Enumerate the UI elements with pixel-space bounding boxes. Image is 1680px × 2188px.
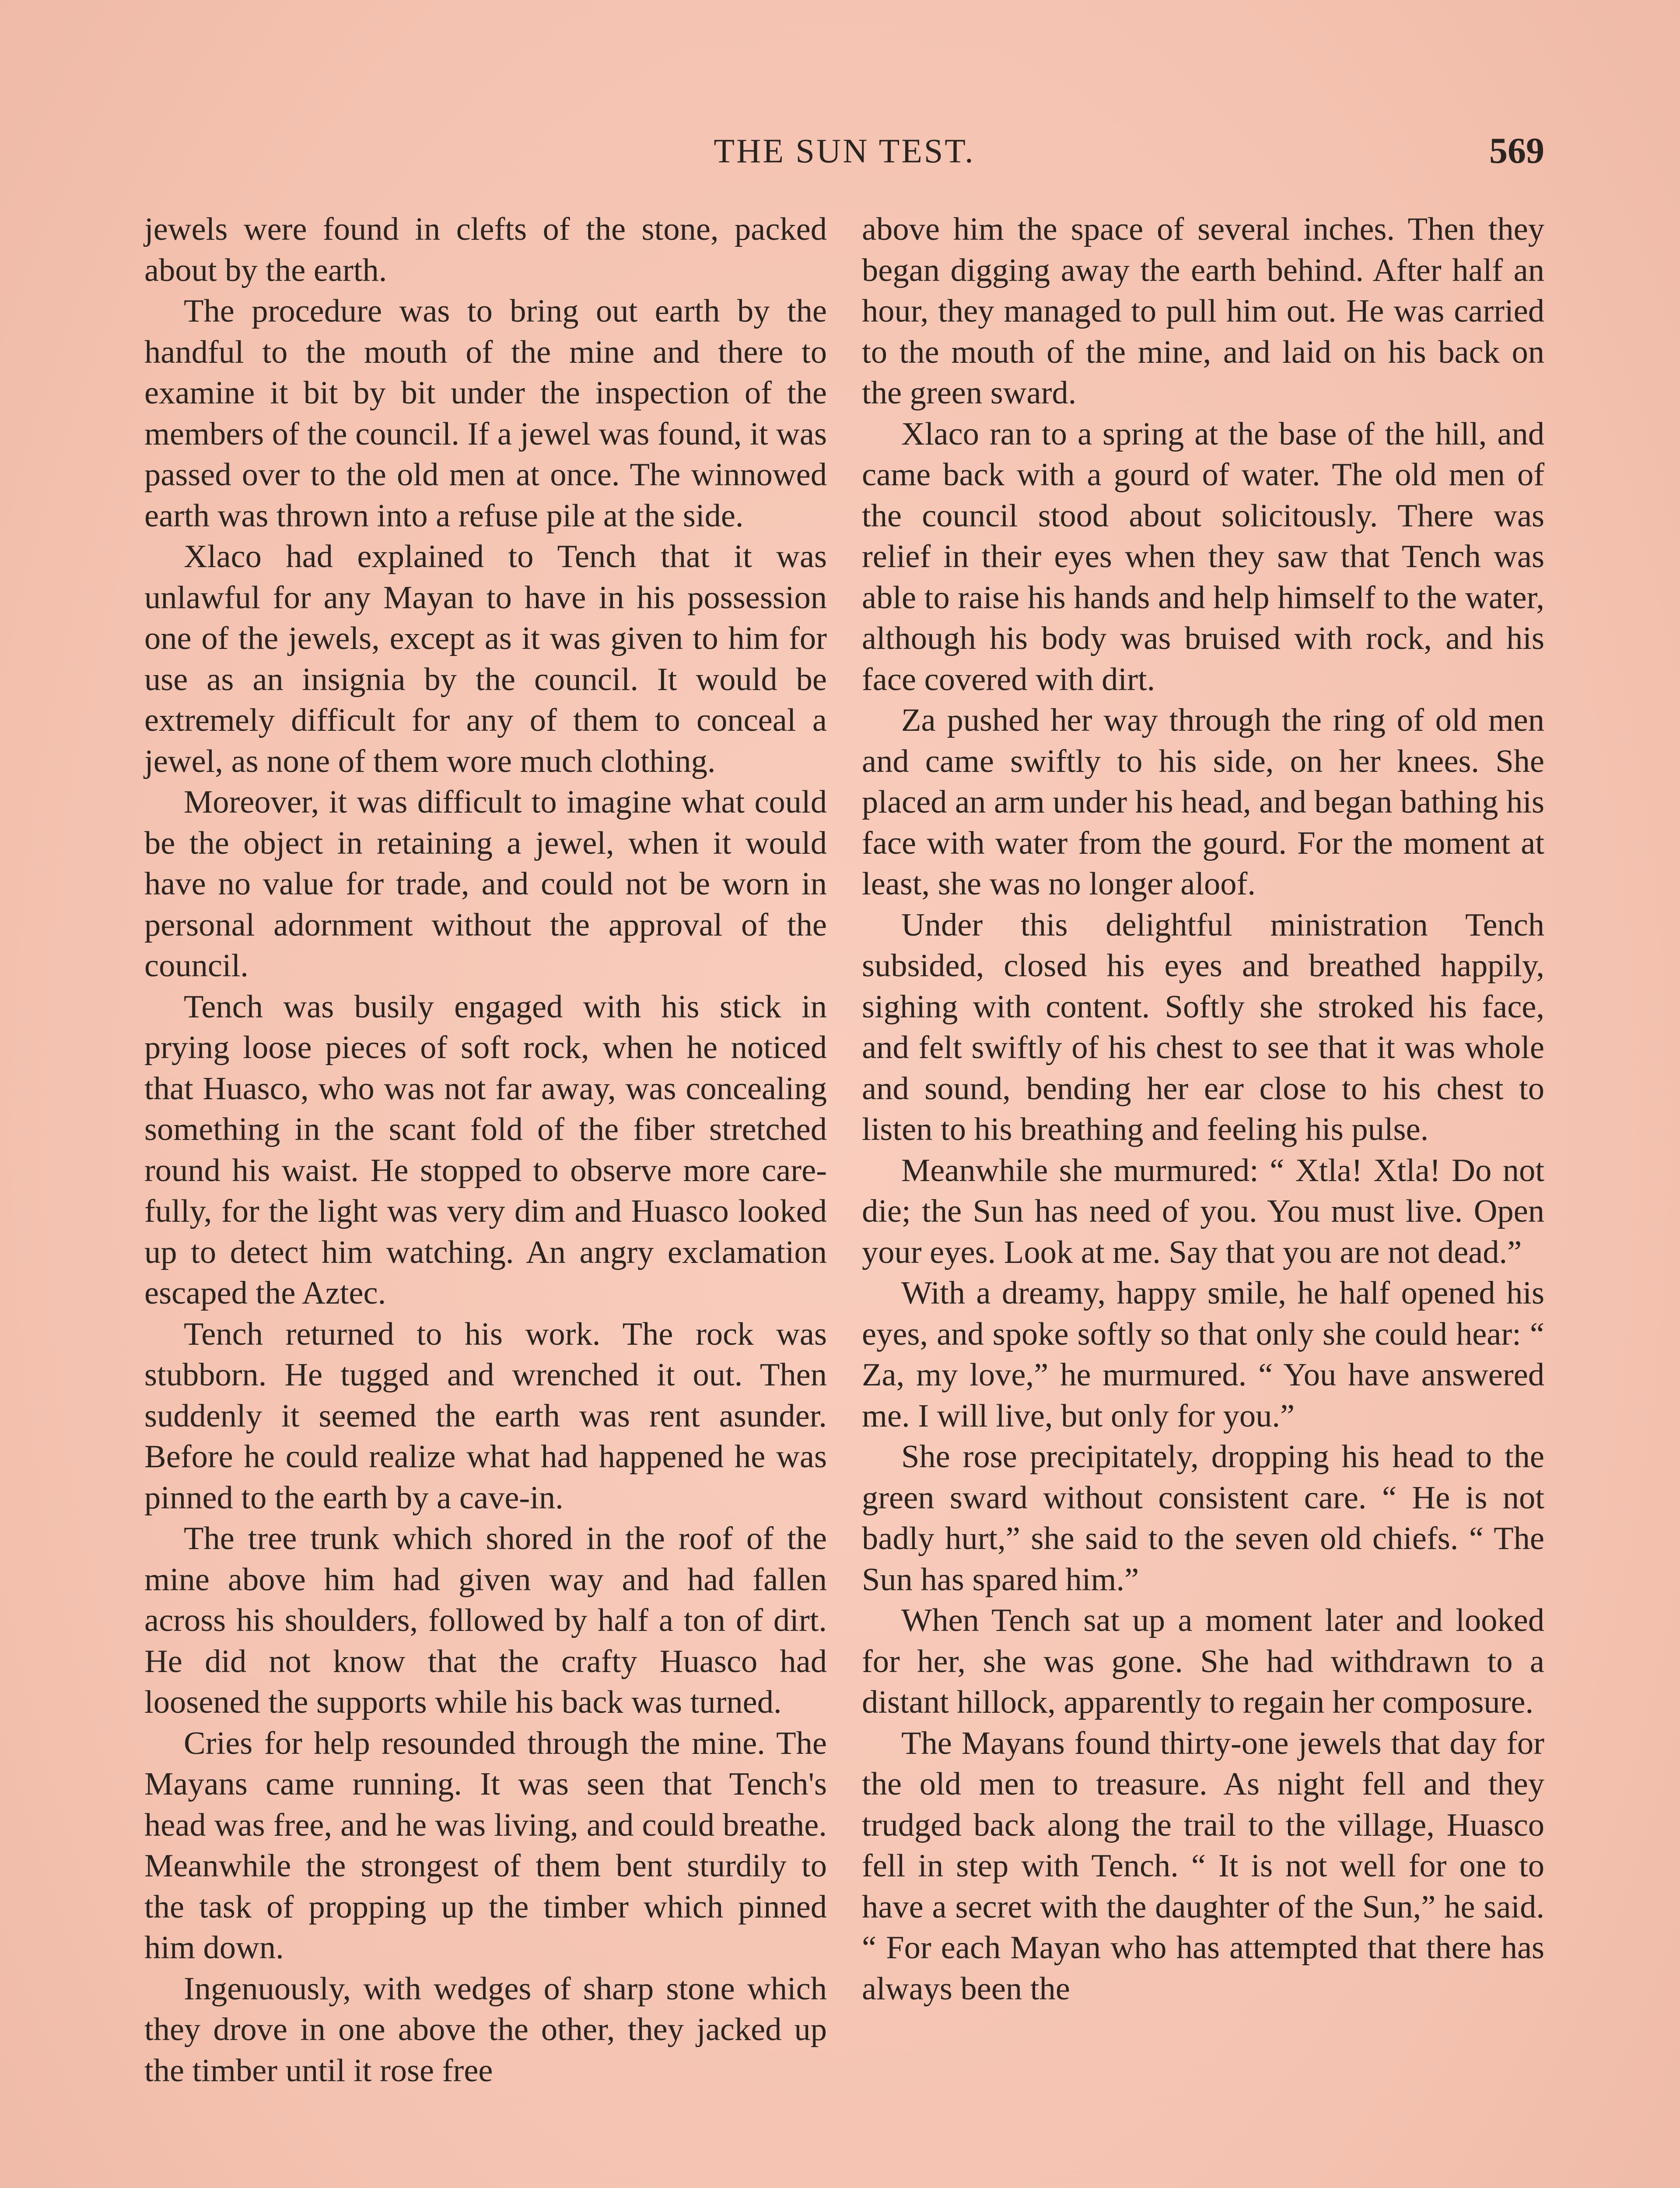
paragraph: Under this delightful ministration Tench subsided, closed his eyes and breathed happily, sighing with content. Softly she stroked his face, and felt swiftly of his chest to see that it was whole and sound, bending her ear close to his chest to listen to his breathing and feeling his pulse. (862, 907, 1544, 1147)
paragraph: Meanwhile she murmured: “ Xtla! Xtla! Do not die; the Sun has need of you. You must live. Open your eyes. Look at me. Say that you are not dead.” (862, 1152, 1544, 1270)
page-number: 569 (1489, 130, 1544, 171)
page-header (144, 131, 1544, 179)
left-column (144, 209, 827, 2091)
paragraph: The procedure was to bring out earth by the handful to the mouth of the mine and there to examine it bit by bit under the inspection of the members of the council. If a jewel was found, it was passed over to the old men at once. The winnowed earth was thrown into a refuse pile at the side. (144, 293, 827, 534)
paragraph: Cries for help resounded through the mine. The Mayans came running. It was seen that Tench's head was free, and he was living, and could breathe. Meanwhile the strongest of them bent sturdily to the task of propping up the timber which pinned him down. (144, 1725, 827, 1966)
right-column (862, 209, 1544, 2009)
paragraph: Tench was busily engaged with his stick in prying loose pieces of soft rock, when he noticed that Huasco, who was not far away, was concealing something in the scant fold of the fiber stretched round his waist. He stopped to observe more carefully, for the light was very dim and Huasco looked up to detect him watching. An angry exclamation escaped the Aztec. (144, 989, 827, 1311)
paragraph: The Mayans found thirty-one jewels that day for the old men to treasure. As night fell and they trudged back along the trail to the village, Huasco fell in step with Tench. “ It is not well for one to have a secret with the daughter of the Sun,” he said. “ For each Mayan who has attempted that there has always been the (862, 1725, 1544, 2007)
paragraph: Ingenuously, with wedges of sharp stone which they drove in one above the other, they jacked up the timber until it rose free (144, 1971, 827, 2089)
running-title: THE SUN TEST. (714, 132, 975, 170)
paragraph: Za pushed her way through the ring of old men and came swiftly to his side, on her knees. She placed an arm under his head, and began bathing his face with water from the gourd. For the moment at least, she was no longer aloof. (862, 702, 1544, 902)
paragraph: above him the space of several inches. Then they began digging away the earth behind. After half an hour, they managed to pull him out. He was carried to the mouth of the mine, and laid on his back on the green sward. (862, 211, 1544, 411)
paragraph: When Tench sat up a moment later and looked for her, she was gone. She had withdrawn to a distant hillock, apparently to regain her composure. (862, 1602, 1544, 1720)
paragraph: The tree trunk which shored in the roof of the mine above him had given way and had fallen across his shoulders, followed by half a ton of dirt. He did not know that the crafty Huasco had loosened the supports while his back was turned. (144, 1521, 827, 1720)
paragraph: Xlaco had explained to Tench that it was unlawful for any Mayan to have in his possession one of the jewels, except as it was given to him for use as an insignia by the council. It would be extremely difficult for any of them to conceal a jewel, as none of them wore much clothing. (144, 539, 827, 779)
paragraph: Tench returned to his work. The rock was stubborn. He tugged and wrenched it out. Then suddenly it seemed the earth was rent asunder. Before he could realize what had happened he was pinned to the earth by a cave-in. (144, 1316, 827, 1516)
paragraph: She rose precipitately, dropping his head to the green sward without consistent care. “ He is not badly hurt,” she said to the seven old chiefs. “ The Sun has spared him.” (862, 1439, 1544, 1598)
paragraph: Xlaco ran to a spring at the base of the hill, and came back with a gourd of water. The old men of the council stood about solicitously. There was relief in their eyes when they saw that Tench was able to raise his hands and help himself to the water, although his body was bruised with rock, and his face covered with dirt. (862, 416, 1544, 698)
paragraph: jewels were found in clefts of the stone, packed about by the earth. (144, 211, 827, 288)
paragraph: With a dreamy, happy smile, he half opened his eyes, and spoke softly so that only she could hear: “ Za, my love,” he murmured. “ You have answered me. I will live, but only for you.” (862, 1275, 1544, 1434)
paragraph: Moreover, it was difficult to imagine what could be the object in retaining a jewel, when it would have no value for trade, and could not be worn in personal adornment without the approval of the council. (144, 784, 827, 984)
